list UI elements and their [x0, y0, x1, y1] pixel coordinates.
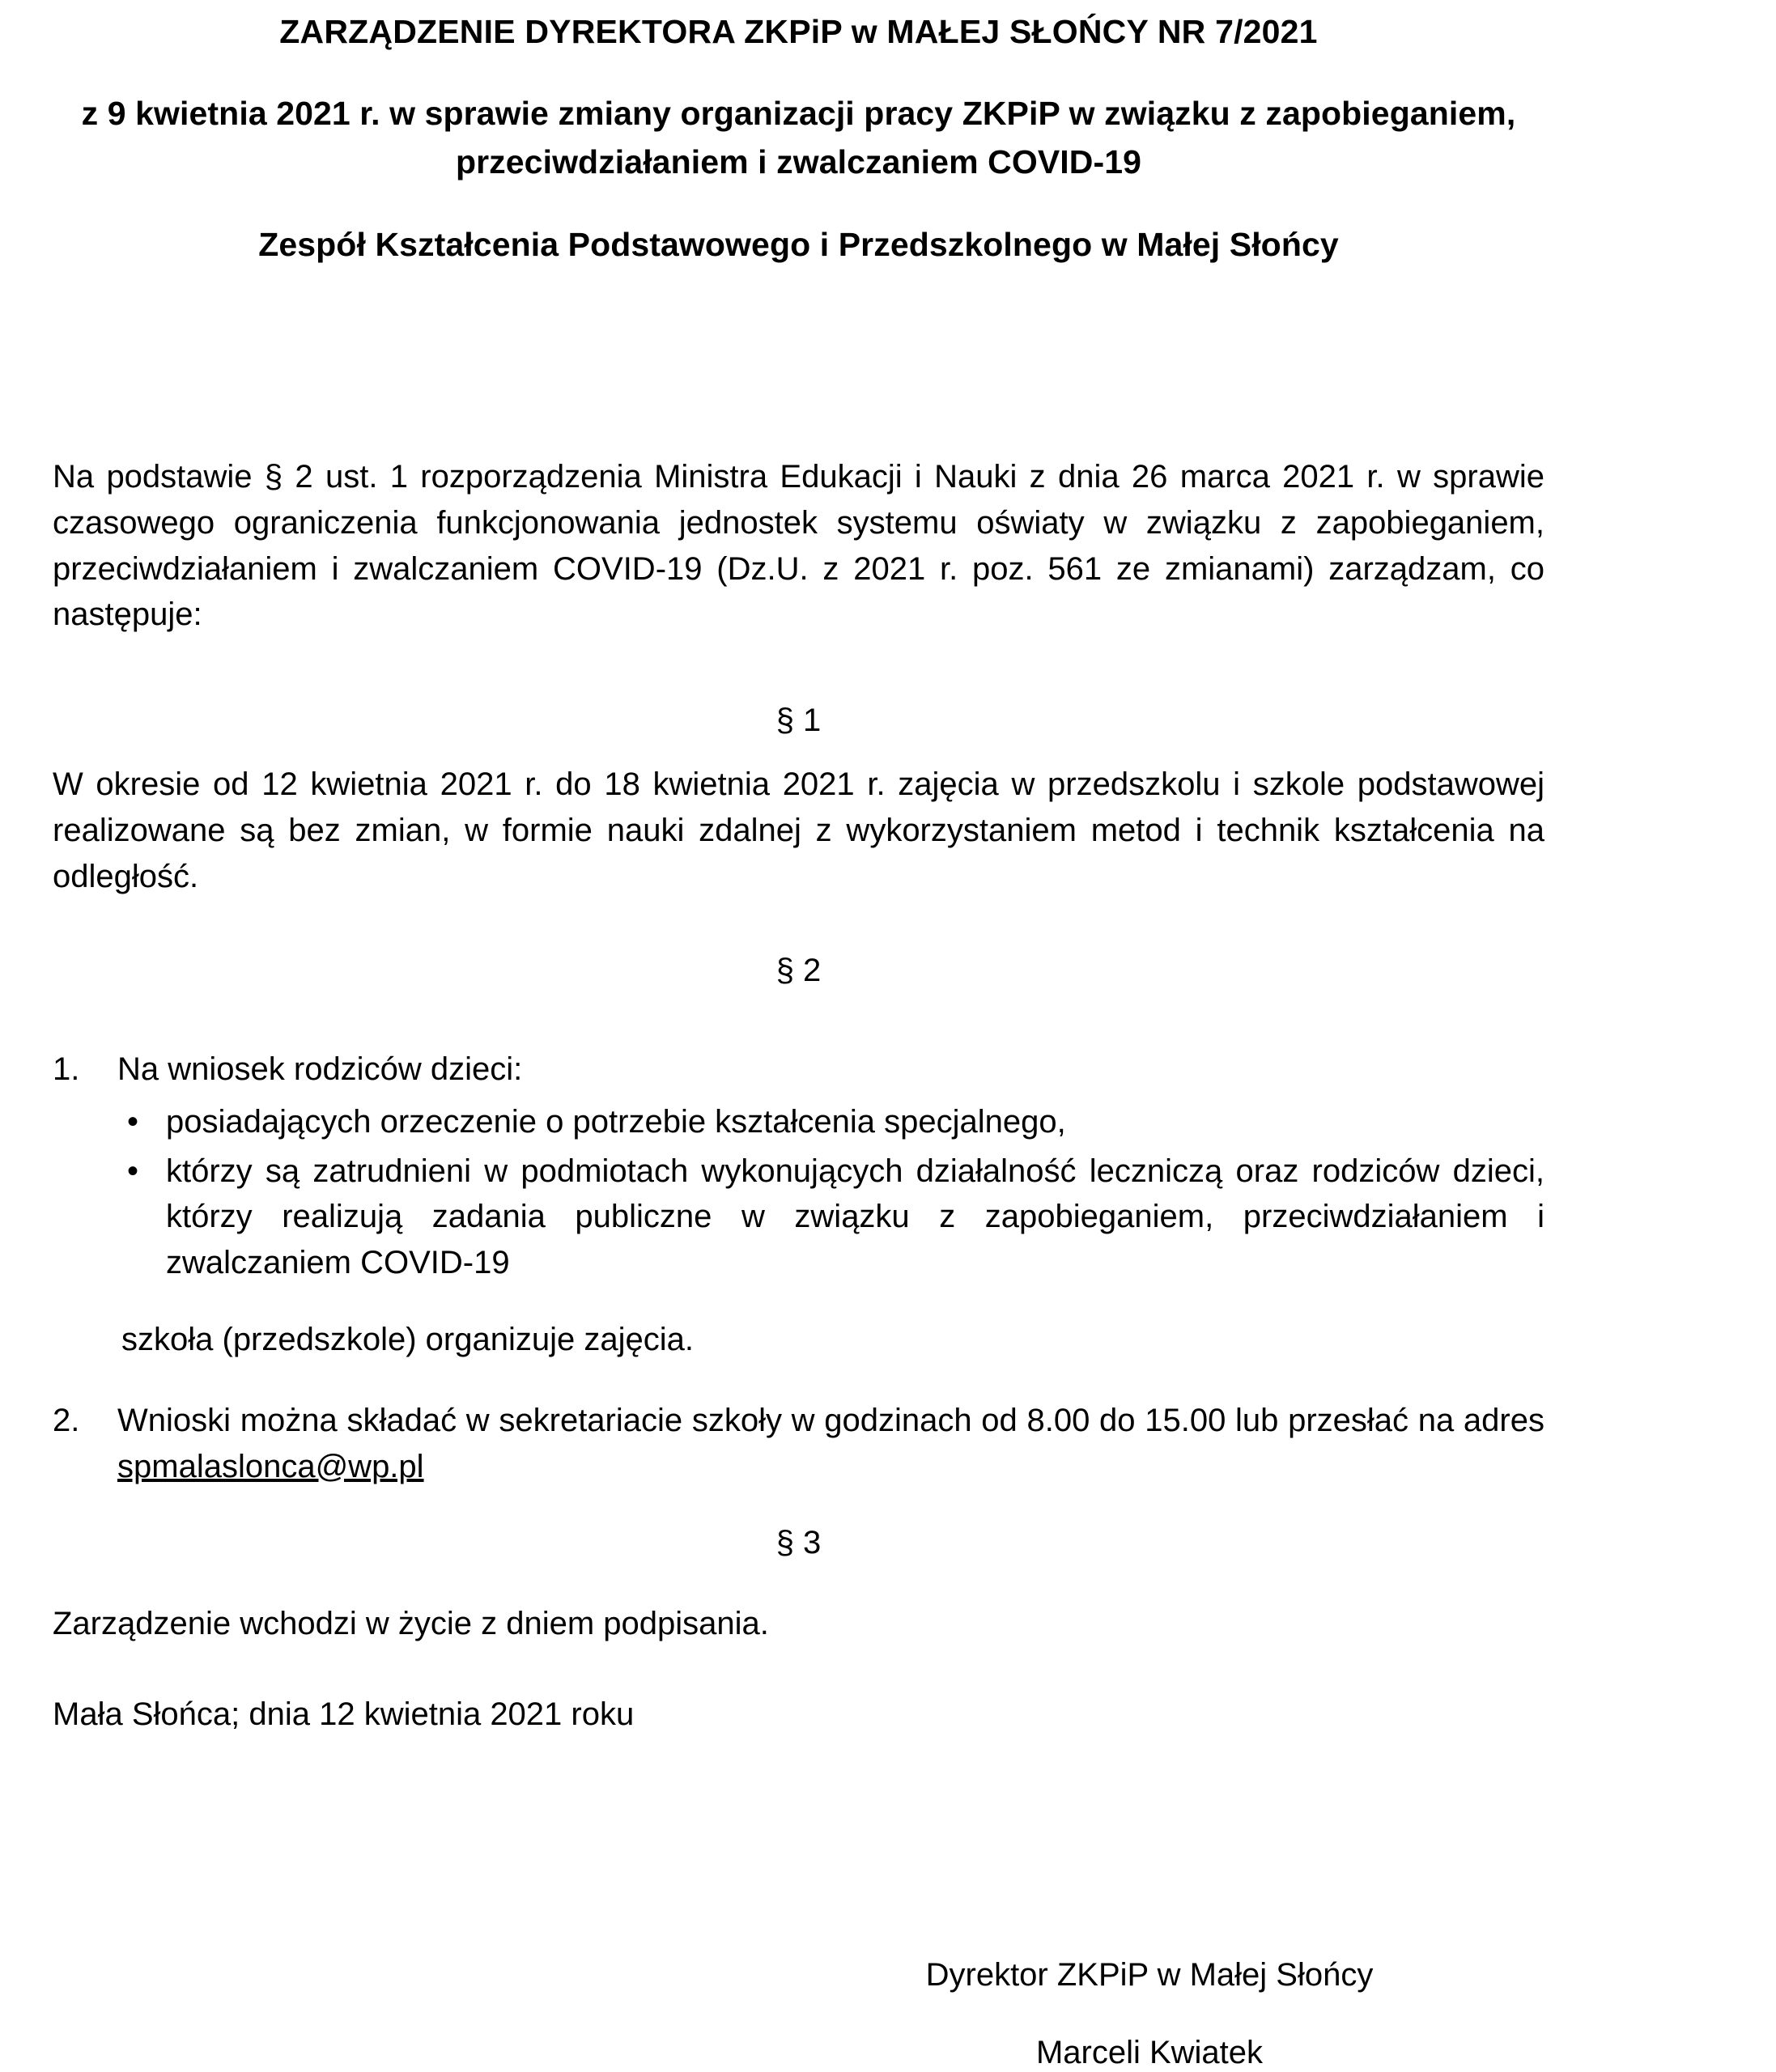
list-item-label: którzy są zatrudnieni w podmiotach wykonujących działalność leczniczą oraz rodziców dzieci, którzy realizują zadania publiczne w związku z zapobieganiem, przeciwdziałaniem i zwalczaniem COVID-19 [166, 1153, 1544, 1281]
list-item-number: 1. [53, 1051, 80, 1087]
list-item [53, 1398, 1544, 1490]
section-3-body: Zarządzenie wchodzi w życie z dniem podpisania. [53, 1606, 769, 1641]
list-item [53, 1099, 1544, 1145]
signature-role: Dyrektor ZKPiP w Małej Słońcy [925, 1957, 1374, 1993]
section-3-marker: § 3 [775, 1525, 822, 1560]
list-item-label: posiadających orzeczenie o potrzebie kształcenia specjalnego, [166, 1103, 1066, 1140]
preamble-paragraph: Na podstawie § 2 ust. 1 rozporządzenia Ministra Edukacji i Nauki z dnia 26 marca 2021 r. w sprawie czasowego ograniczenia funkcjonowania jednostek systemu oświaty w związku z zapobieganiem, przeciwdziałaniem i zwalczaniem COVID-19 (Dz.U. z 2021 r. poz. 561 ze zmianami) zarządzam, co następuje: [53, 459, 1544, 633]
place-and-date: Mała Słońca; dnia 12 kwietnia 2021 roku [53, 1696, 635, 1732]
list-item-number: 2. [53, 1402, 80, 1438]
bullet-icon: • [127, 1103, 139, 1140]
page-title: ZARZĄDZENIE DYREKTORA ZKPiP w MAŁEJ SŁOŃCY NR 7/2021 [279, 13, 1318, 50]
section-2-marker: § 2 [775, 953, 822, 988]
section-2-closing-line: szkoła (przedszkole) organizuje zajęcia. [121, 1321, 694, 1357]
list-item [53, 1149, 1544, 1286]
document-organization: Zespół Kształcenia Podstawowego i Przedszkolnego w Małej Słońcy [258, 226, 1339, 264]
document-subtitle: z 9 kwietnia 2021 r. w sprawie zmiany organizacji pracy ZKPiP w związku z zapobieganiem, przeciwdziałaniem i zwalczaniem COVID-19 [81, 95, 1516, 180]
document-header [53, 0, 1544, 269]
signature-name: Marceli Kwiatek [1035, 2035, 1264, 2070]
section-1-body: W okresie od 12 kwietnia 2021 r. do 18 kwietnia 2021 r. zajęcia w przedszkolu i szkole podstawowej realizowane są bez zmian, w formie nauki zdalnej z wykorzystaniem metod i technik kształcenia na odległość. [53, 766, 1544, 894]
list-item-label [117, 1403, 1544, 1484]
list-item-text: Wnioski można składać w sekretariacie szkoły w godzinach od 8.00 do 15.00 lub przesłać na adres [117, 1402, 1544, 1438]
signature-block [809, 1952, 1489, 2072]
email-link[interactable]: spmalaslonca@wp.pl [117, 1448, 424, 1484]
list-item-label: Na wniosek rodziców dzieci: [117, 1051, 523, 1087]
list-item [53, 1047, 1544, 1093]
bullet-icon: • [127, 1153, 139, 1189]
section-1-marker: § 1 [775, 703, 822, 738]
section-2-list [53, 1047, 1544, 1489]
